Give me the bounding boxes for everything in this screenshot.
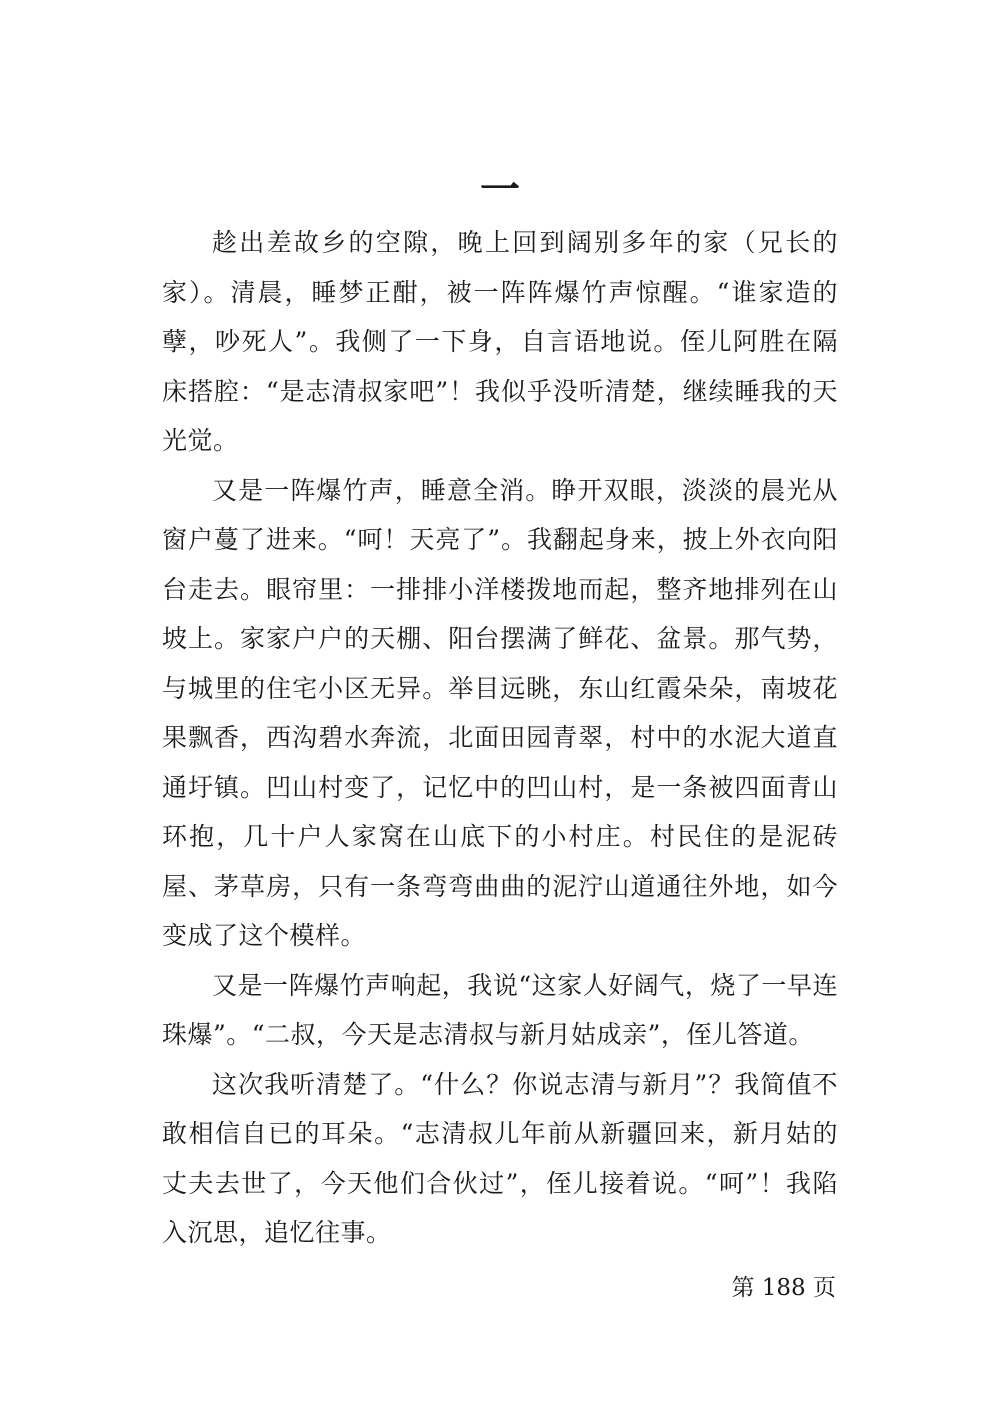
paragraph: 趁出差故乡的空隙，晚上回到阔别多年的家（兄长的家）。清晨，睡梦正酣，被一阵阵爆竹声惊醒。“谁家造的孽，吵死人”。我侧了一下身，自言语地说。侄儿阿胜在隔床搭腔：“是志清叔家吧”！我似乎没听清楚，继续睡我的天光觉。	[162, 228, 838, 455]
paragraph: 又是一阵爆竹声，睡意全消。睁开双眼，淡淡的晨光从窗户蔓了进来。“呵！天亮了”。我翻起身来，披上外衣向阳台走去。眼帘里：一排排小洋楼拨地而起，整齐地排列在山坡上。家家户户的天棚、阳台摆满了鲜花、盆景。那气势，与城里的住宅小区无异。举目远眺，东山红霞朵朵，南坡花果飘香，西沟碧水奔流，北面田园青翠，村中的水泥大道直通圩镇。凹山村变了，记忆中的凹山村，是一条被四面青山环抱，几十户人家窝在山底下的小村庄。村民住的是泥砖屋、茅草房，只有一条弯弯曲曲的泥泞山道通往外地，如今变成了这个模样。	[162, 475, 838, 950]
body-text	[162, 218, 838, 1258]
paragraph: 这次我听清楚了。“什么？你说志清与新月”？我简值不敢相信自已的耳朵。“志清叔儿年前从新疆回来，新月姑的丈夫去世了，今天他们合伙过”，侄儿接着说。“呵”！我陷入沉思，追忆往事。	[162, 1069, 838, 1247]
chapter-heading: 一	[480, 166, 520, 213]
paragraph: 又是一阵爆竹声响起，我说“这家人好阔气，烧了一早连珠爆”。“二叔，今天是志清叔与新月姑成亲”，侄儿答道。	[162, 970, 838, 1049]
page-number: 第 188 页	[731, 1275, 836, 1301]
